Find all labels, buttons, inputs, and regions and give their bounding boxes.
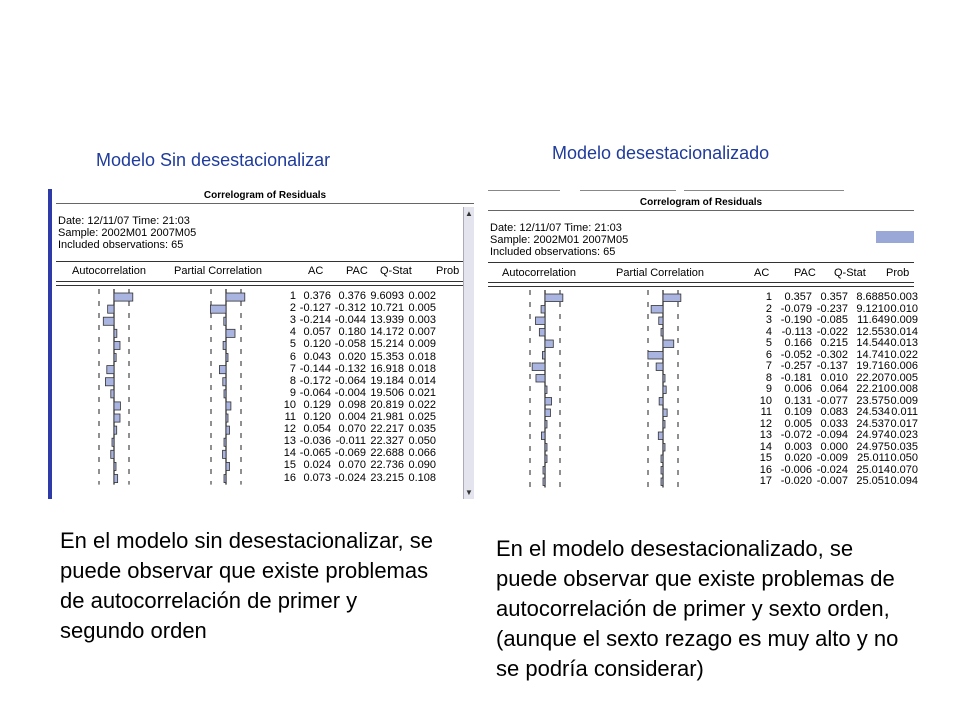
cell-prob-lag-1: 0.002 xyxy=(408,290,436,302)
cell-lag-lag-9: 9 xyxy=(289,386,296,399)
cell-ac-lag-5: 0.120 xyxy=(303,338,331,351)
cell-lag-lag-12: 12 xyxy=(759,417,772,430)
cell-prob-lag-5: 0.013 xyxy=(890,337,918,349)
ac-bar-lag-9 xyxy=(545,386,547,394)
cell-q-lag-8: 19.184 xyxy=(370,374,404,387)
cell-lag-lag-11: 11 xyxy=(284,411,296,423)
cell-prob-lag-4: 0.014 xyxy=(890,325,918,338)
col-pac: PAC xyxy=(794,267,816,279)
cell-pac-lag-15: -0.009 xyxy=(816,452,848,464)
cell-pac-lag-5: -0.058 xyxy=(334,338,366,351)
cell-q-lag-7: 19.716 xyxy=(856,360,890,372)
cell-pac-lag-8: -0.064 xyxy=(334,374,366,387)
cell-ac-lag-8: -0.181 xyxy=(780,371,812,384)
scroll-down-icon[interactable]: ▼ xyxy=(465,488,473,497)
cell-prob-lag-9: 0.008 xyxy=(890,383,918,395)
cell-pac-lag-2: -0.237 xyxy=(816,302,848,315)
cell-lag-lag-15: 15 xyxy=(759,452,772,464)
cell-lag-lag-12: 12 xyxy=(283,423,296,436)
conclusion-right: En el modelo desestacionalizado, se puede observar que existe problemas de autocorrelación de primer y sexto orden, (aunque el sexto rezago es muy alto y no se podría considerar) xyxy=(496,536,899,681)
ac-bar-lag-6 xyxy=(542,352,545,360)
cell-prob-lag-8: 0.014 xyxy=(408,374,436,387)
col-autocorrelation: Autocorrelation xyxy=(72,265,146,277)
pac-bar-lag-2 xyxy=(651,306,663,314)
cell-prob-lag-17: 0.094 xyxy=(890,475,918,487)
cell-q-lag-8: 22.207 xyxy=(856,371,890,384)
cell-prob-lag-3: 0.009 xyxy=(890,314,918,326)
cell-ac-lag-6: 0.043 xyxy=(303,350,331,363)
cell-pac-lag-3: -0.085 xyxy=(816,314,848,326)
cell-ac-lag-3: -0.214 xyxy=(299,314,331,327)
cell-prob-lag-9: 0.021 xyxy=(408,386,436,399)
conclusion-left: En el modelo sin desestacionalizar, se puede observar que existe problemas de autocorrelación de primer y segundo orden xyxy=(60,528,433,643)
ac-bar-lag-16 xyxy=(543,467,545,475)
cell-pac-lag-9: -0.004 xyxy=(334,386,366,399)
col-autocorrelation: Autocorrelation xyxy=(502,267,576,279)
cell-prob-lag-10: 0.022 xyxy=(408,398,436,411)
cell-q-lag-6: 15.353 xyxy=(370,350,404,363)
caption-left: Modelo Sin desestacionalizar xyxy=(96,150,331,170)
cell-lag-lag-15: 15 xyxy=(283,459,296,472)
cell-q-lag-5: 14.544 xyxy=(856,337,890,349)
pac-bar-lag-12 xyxy=(226,426,230,434)
cell-lag-lag-4: 4 xyxy=(289,326,296,339)
cell-q-lag-14: 24.975 xyxy=(856,440,890,453)
pac-bar-lag-6 xyxy=(648,352,663,360)
cell-prob-lag-12: 0.017 xyxy=(890,417,918,430)
cell-prob-lag-14: 0.066 xyxy=(408,447,436,460)
pac-bar-lag-1 xyxy=(663,294,681,302)
caption-right: Modelo desestacionalizado xyxy=(552,143,770,163)
cell-q-lag-13: 24.974 xyxy=(856,429,890,441)
cell-q-lag-9: 22.210 xyxy=(856,383,890,395)
cell-lag-lag-16: 16 xyxy=(283,471,296,484)
cell-q-lag-2: 9.1210 xyxy=(856,302,890,315)
pac-bar-lag-9 xyxy=(663,386,666,394)
ac-bar-lag-13 xyxy=(112,438,114,446)
cell-lag-lag-8: 8 xyxy=(289,374,296,387)
pac-bar-lag-11 xyxy=(663,409,667,417)
cell-pac-lag-4: 0.180 xyxy=(338,326,366,339)
observations-line: Included observations: 65 xyxy=(490,246,616,258)
cell-prob-lag-7: 0.006 xyxy=(890,360,918,372)
correlogram-window-left xyxy=(52,189,474,499)
cell-prob-lag-11: 0.025 xyxy=(408,411,436,423)
pac-bar-lag-4 xyxy=(661,329,663,337)
cell-lag-lag-10: 10 xyxy=(759,394,772,407)
ac-bar-lag-12 xyxy=(545,421,547,429)
cell-lag-lag-6: 6 xyxy=(765,348,772,361)
cell-lag-lag-3: 3 xyxy=(289,314,296,327)
cell-q-lag-15: 25.011 xyxy=(857,452,890,464)
ac-bar-lag-11 xyxy=(114,414,120,422)
cell-ac-lag-7: -0.144 xyxy=(299,362,331,375)
cell-q-lag-13: 22.327 xyxy=(370,435,404,448)
scroll-up-icon[interactable]: ▲ xyxy=(465,209,473,218)
pac-bar-lag-16 xyxy=(224,475,226,483)
cell-q-lag-11: 24.534 xyxy=(856,406,890,418)
date-line: Date: 12/11/07 Time: 21:03 xyxy=(58,215,190,227)
cell-pac-lag-7: -0.132 xyxy=(334,362,366,375)
cell-q-lag-12: 24.537 xyxy=(856,417,890,430)
date-line: Date: 12/11/07 Time: 21:03 xyxy=(490,222,622,234)
cell-q-lag-12: 22.217 xyxy=(370,423,404,436)
cell-ac-lag-16: -0.006 xyxy=(780,463,812,476)
cell-q-lag-2: 10.721 xyxy=(370,302,404,315)
cell-pac-lag-10: 0.098 xyxy=(338,398,366,411)
window-title: Correlogram of Residuals xyxy=(488,196,914,211)
cell-lag-lag-5: 5 xyxy=(765,337,772,349)
cell-prob-lag-13: 0.050 xyxy=(408,435,436,448)
correlogram-window-right xyxy=(488,196,918,496)
observations-line: Included observations: 65 xyxy=(58,239,184,251)
cell-ac-lag-13: -0.072 xyxy=(780,429,812,441)
cell-pac-lag-14: 0.000 xyxy=(820,440,848,453)
cell-q-lag-3: 13.939 xyxy=(370,314,404,327)
pac-bar-lag-13 xyxy=(658,432,663,440)
cell-prob-lag-8: 0.005 xyxy=(890,371,918,384)
cell-lag-lag-2: 2 xyxy=(765,302,772,315)
cell-ac-lag-11: 0.109 xyxy=(784,406,812,418)
pac-bar-lag-5 xyxy=(663,340,674,348)
cell-lag-lag-3: 3 xyxy=(765,314,772,326)
ac-bar-lag-16 xyxy=(114,475,118,483)
sample-line: Sample: 2002M01 2007M05 xyxy=(58,227,197,239)
pac-bar-lag-3 xyxy=(659,317,663,325)
cell-ac-lag-12: 0.054 xyxy=(303,423,331,436)
cell-pac-lag-12: 0.033 xyxy=(820,417,848,430)
cell-prob-lag-1: 0.003 xyxy=(890,291,918,303)
cell-lag-lag-14: 14 xyxy=(283,447,296,460)
cell-prob-lag-12: 0.035 xyxy=(408,423,436,436)
pac-bar-lag-10 xyxy=(226,402,231,410)
cell-ac-lag-7: -0.257 xyxy=(780,360,812,372)
ac-bar-lag-8 xyxy=(536,375,545,383)
pac-bar-lag-14 xyxy=(663,444,665,452)
cell-lag-lag-10: 10 xyxy=(283,398,296,411)
cell-ac-lag-14: -0.065 xyxy=(299,447,331,460)
cell-prob-lag-16: 0.070 xyxy=(890,463,918,476)
cell-lag-lag-6: 6 xyxy=(289,350,296,363)
cell-lag-lag-8: 8 xyxy=(765,371,772,384)
ac-bar-lag-3 xyxy=(536,317,546,325)
cell-ac-lag-4: -0.113 xyxy=(781,325,812,338)
cell-pac-lag-16: -0.024 xyxy=(334,471,366,484)
scrollbar-left[interactable] xyxy=(463,207,474,499)
cell-pac-lag-14: -0.069 xyxy=(334,447,366,460)
pac-bar-lag-16 xyxy=(661,467,663,475)
cell-lag-lag-7: 7 xyxy=(765,360,772,372)
cell-ac-lag-11: 0.120 xyxy=(303,411,331,423)
cell-q-lag-16: 23.215 xyxy=(370,471,404,484)
pac-bar-lag-6 xyxy=(226,354,228,362)
cell-lag-lag-2: 2 xyxy=(289,302,296,315)
col-partial-correlation: Partial Correlation xyxy=(174,265,263,277)
ac-bar-lag-15 xyxy=(545,455,547,463)
cell-pac-lag-6: 0.020 xyxy=(338,350,366,363)
pac-bar-lag-15 xyxy=(226,462,230,470)
pac-bar-lag-1 xyxy=(226,293,245,301)
cell-ac-lag-1: 0.357 xyxy=(784,291,812,303)
col-q-stat: Q-Stat xyxy=(834,267,866,279)
pac-bar-lag-5 xyxy=(223,341,226,349)
cell-pac-lag-16: -0.024 xyxy=(816,463,848,476)
cell-pac-lag-15: 0.070 xyxy=(338,459,366,472)
ac-bar-lag-10 xyxy=(114,402,120,410)
cell-pac-lag-7: -0.137 xyxy=(816,360,848,372)
col-prob: Prob xyxy=(886,267,910,279)
pac-bar-lag-4 xyxy=(226,329,235,337)
cell-q-lag-6: 14.741 xyxy=(856,348,890,361)
ac-bar-lag-10 xyxy=(545,398,552,406)
cell-pac-lag-1: 0.357 xyxy=(820,291,848,303)
cell-prob-lag-5: 0.009 xyxy=(408,338,436,351)
window-title: Correlogram of Residuals xyxy=(56,189,474,204)
cell-prob-lag-16: 0.108 xyxy=(408,471,436,484)
cell-q-lag-3: 11.649 xyxy=(857,314,890,326)
cell-ac-lag-8: -0.172 xyxy=(299,374,331,387)
cell-pac-lag-2: -0.312 xyxy=(334,302,366,315)
cell-pac-lag-8: 0.010 xyxy=(820,371,848,384)
ac-bar-lag-1 xyxy=(114,293,133,301)
ac-bar-lag-14 xyxy=(111,450,114,458)
cell-ac-lag-2: -0.127 xyxy=(299,302,331,315)
col-ac: AC xyxy=(308,265,324,277)
cell-pac-lag-12: 0.070 xyxy=(338,423,366,436)
ac-bar-lag-14 xyxy=(545,444,547,452)
cell-lag-lag-9: 9 xyxy=(765,383,772,395)
cell-pac-lag-17: -0.007 xyxy=(816,475,848,487)
ac-bar-lag-2 xyxy=(108,305,114,313)
pac-bar-lag-13 xyxy=(224,438,226,446)
ac-bar-lag-4 xyxy=(539,329,545,337)
cell-lag-lag-13: 13 xyxy=(759,429,772,441)
pac-bar-lag-10 xyxy=(659,398,663,406)
cell-ac-lag-5: 0.166 xyxy=(784,337,812,349)
cell-lag-lag-1: 1 xyxy=(765,291,772,303)
cell-ac-lag-4: 0.057 xyxy=(303,326,331,339)
cell-prob-lag-11: 0.011 xyxy=(891,406,918,418)
ac-bar-lag-13 xyxy=(541,432,545,440)
cell-prob-lag-6: 0.022 xyxy=(890,348,918,361)
cell-ac-lag-15: 0.020 xyxy=(784,452,812,464)
col-partial-correlation: Partial Correlation xyxy=(616,267,705,279)
cell-q-lag-1: 9.6093 xyxy=(370,290,404,302)
cell-prob-lag-2: 0.010 xyxy=(890,302,918,315)
cell-prob-lag-15: 0.050 xyxy=(890,452,918,464)
ac-bar-lag-9 xyxy=(111,390,114,398)
ac-bar-lag-7 xyxy=(532,363,545,371)
cell-ac-lag-10: 0.129 xyxy=(303,398,331,411)
ac-bar-lag-17 xyxy=(543,478,545,486)
col-ac: AC xyxy=(754,267,770,279)
pac-bar-lag-9 xyxy=(224,390,226,398)
cell-q-lag-10: 23.575 xyxy=(856,394,890,407)
pac-bar-lag-12 xyxy=(663,421,665,429)
ac-bar-lag-2 xyxy=(541,306,545,314)
col-pac: PAC xyxy=(346,265,368,277)
cell-pac-lag-3: -0.044 xyxy=(334,314,366,327)
cell-lag-lag-16: 16 xyxy=(759,463,772,476)
cell-q-lag-4: 14.172 xyxy=(370,326,404,339)
cell-q-lag-17: 25.051 xyxy=(856,475,890,487)
cell-q-lag-15: 22.736 xyxy=(370,459,404,472)
cell-prob-lag-4: 0.007 xyxy=(408,326,436,339)
cell-prob-lag-7: 0.018 xyxy=(408,362,436,375)
cell-ac-lag-12: 0.005 xyxy=(784,417,812,430)
cell-pac-lag-11: 0.004 xyxy=(338,411,366,423)
cell-ac-lag-2: -0.079 xyxy=(780,302,812,315)
cell-ac-lag-3: -0.190 xyxy=(780,314,812,326)
cell-prob-lag-2: 0.005 xyxy=(408,302,436,315)
ac-bar-lag-7 xyxy=(107,366,114,374)
cell-q-lag-4: 12.553 xyxy=(856,325,890,338)
cell-q-lag-16: 25.014 xyxy=(856,463,890,476)
cell-ac-lag-13: -0.036 xyxy=(299,435,331,448)
cell-lag-lag-13: 13 xyxy=(283,435,296,448)
pac-bar-lag-7 xyxy=(219,366,226,374)
cell-prob-lag-10: 0.009 xyxy=(890,394,918,407)
cell-lag-lag-7: 7 xyxy=(289,362,296,375)
cell-ac-lag-9: -0.064 xyxy=(299,386,331,399)
pac-bar-lag-15 xyxy=(661,455,663,463)
ac-bar-lag-6 xyxy=(114,354,116,362)
cell-pac-lag-10: -0.077 xyxy=(816,394,848,407)
ac-bar-lag-3 xyxy=(103,317,114,325)
pac-bar-lag-8 xyxy=(663,375,665,383)
cell-pac-lag-5: 0.215 xyxy=(820,337,848,349)
pac-bar-lag-14 xyxy=(223,450,226,458)
col-prob: Prob xyxy=(436,265,460,277)
cell-pac-lag-11: 0.083 xyxy=(820,406,848,418)
cell-ac-lag-15: 0.024 xyxy=(303,459,331,472)
pac-bar-lag-8 xyxy=(223,378,226,386)
col-q-stat: Q-Stat xyxy=(380,265,412,277)
ac-bar-lag-1 xyxy=(545,294,563,302)
cell-q-lag-14: 22.688 xyxy=(370,447,404,460)
cell-prob-lag-13: 0.023 xyxy=(890,429,918,441)
cell-q-lag-7: 16.918 xyxy=(370,362,404,375)
sample-line: Sample: 2002M01 2007M05 xyxy=(490,234,629,246)
cell-lag-lag-17: 17 xyxy=(759,475,772,487)
ac-bar-lag-11 xyxy=(545,409,550,417)
cell-lag-lag-14: 14 xyxy=(759,440,772,453)
cell-ac-lag-10: 0.131 xyxy=(784,394,812,407)
pac-bar-lag-17 xyxy=(661,478,663,486)
cell-q-lag-1: 8.6885 xyxy=(856,291,890,303)
cell-ac-lag-17: -0.020 xyxy=(780,475,812,487)
cell-q-lag-11: 21.981 xyxy=(370,411,404,423)
ac-bar-lag-15 xyxy=(114,462,116,470)
ac-bar-lag-12 xyxy=(114,426,117,434)
ac-bar-lag-5 xyxy=(545,340,553,348)
cell-pac-lag-1: 0.376 xyxy=(338,290,366,302)
cell-pac-lag-13: -0.011 xyxy=(335,435,366,448)
pac-bar-lag-2 xyxy=(210,305,226,313)
cell-pac-lag-6: -0.302 xyxy=(816,348,848,361)
cell-q-lag-5: 15.214 xyxy=(370,338,404,351)
cell-pac-lag-4: -0.022 xyxy=(816,325,848,338)
cell-lag-lag-1: 1 xyxy=(289,290,296,302)
cell-lag-lag-4: 4 xyxy=(765,325,772,338)
cell-lag-lag-11: 11 xyxy=(760,406,772,418)
pac-bar-lag-3 xyxy=(224,317,226,325)
cell-pac-lag-9: 0.064 xyxy=(820,383,848,395)
cell-prob-lag-3: 0.003 xyxy=(408,314,436,327)
cell-prob-lag-6: 0.018 xyxy=(408,350,436,363)
cell-ac-lag-16: 0.073 xyxy=(303,471,331,484)
cell-q-lag-10: 20.819 xyxy=(370,398,404,411)
cell-prob-lag-15: 0.090 xyxy=(408,459,436,472)
cell-ac-lag-6: -0.052 xyxy=(780,348,812,361)
cell-ac-lag-1: 0.376 xyxy=(303,290,331,302)
cell-pac-lag-13: -0.094 xyxy=(816,429,848,441)
cell-lag-lag-5: 5 xyxy=(289,338,296,351)
ac-bar-lag-5 xyxy=(114,341,120,349)
ac-bar-lag-8 xyxy=(105,378,114,386)
cell-q-lag-9: 19.506 xyxy=(370,386,404,399)
pac-bar-lag-11 xyxy=(226,414,228,422)
ac-bar-lag-4 xyxy=(114,329,117,337)
pac-bar-lag-7 xyxy=(656,363,663,371)
cell-prob-lag-14: 0.035 xyxy=(890,440,918,453)
cell-ac-lag-9: 0.006 xyxy=(784,383,812,395)
cell-ac-lag-14: 0.003 xyxy=(784,440,812,453)
